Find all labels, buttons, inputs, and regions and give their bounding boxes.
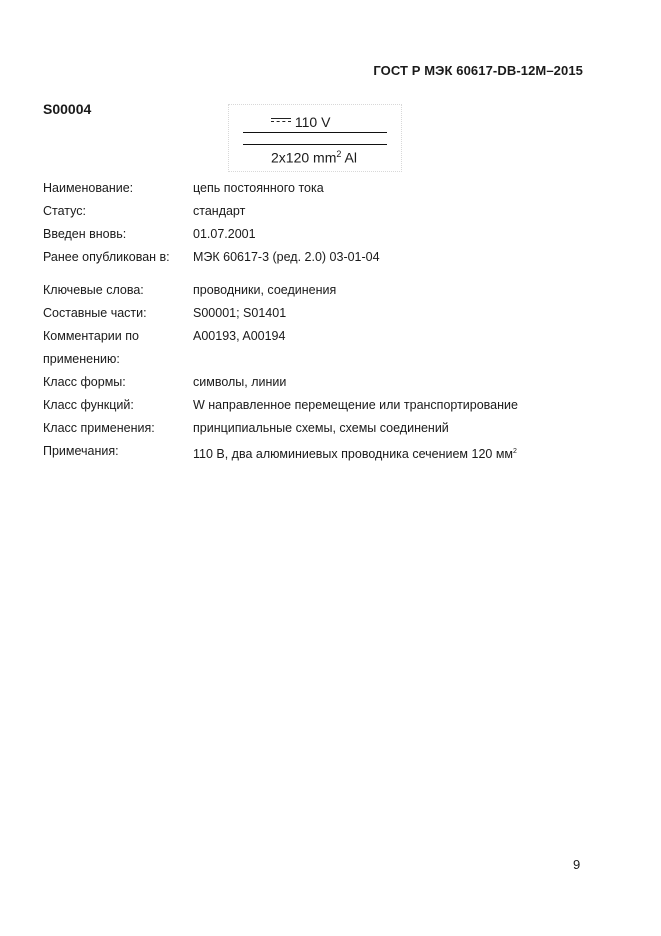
symbol-conductor-material: Al <box>341 149 357 166</box>
field-row <box>43 249 518 272</box>
symbol-voltage-label <box>271 114 330 130</box>
symbol-voltage-text: 110 V <box>294 114 331 130</box>
field-value <box>193 443 517 466</box>
field-label: Наименование: <box>43 181 134 195</box>
field-label: Ранее опубликован в: <box>43 250 170 264</box>
field-label: Класс применения: <box>43 421 155 435</box>
field-value-sup: 2 <box>513 448 517 455</box>
field-row <box>43 282 518 305</box>
conductor-line-2 <box>243 144 387 145</box>
field-row <box>43 351 518 374</box>
field-value: W направленное перемещение или транспортирование <box>193 398 518 412</box>
field-label: Класс формы: <box>43 375 126 389</box>
field-label: Комментарии по <box>43 329 139 343</box>
field-label: применению: <box>43 352 120 366</box>
field-value-text: 110 В, два алюминиевых проводника сечением 120 мм <box>193 447 514 462</box>
field-label: Составные части: <box>43 306 147 320</box>
field-value: символы, линии <box>193 375 287 389</box>
page-number: 9 <box>573 857 581 872</box>
field-row <box>43 180 518 203</box>
field-value: 01.07.2001 <box>193 227 256 241</box>
field-row <box>43 328 518 351</box>
symbol-conductor-text: 2x120 mm <box>271 149 337 166</box>
field-row <box>43 397 518 420</box>
field-value: проводники, соединения <box>193 283 337 297</box>
field-label: Ключевые слова: <box>43 283 144 297</box>
entry-fields <box>43 180 518 466</box>
field-value: S00001; S01401 <box>193 306 287 320</box>
field-value: принципиальные схемы, схемы соединений <box>193 421 449 435</box>
document-standard-header: ГОСТ Р МЭК 60617-DB-12M–2015 <box>373 63 583 78</box>
conductor-line-1 <box>243 132 387 133</box>
field-row <box>43 305 518 328</box>
field-row <box>43 420 518 443</box>
field-value: стандарт <box>193 204 246 218</box>
field-row <box>43 226 518 249</box>
field-row <box>43 443 518 466</box>
symbol-conductor-sup: 2 <box>336 149 342 159</box>
field-label: Введен вновь: <box>43 227 127 241</box>
field-value: A00193, A00194 <box>193 329 286 343</box>
field-value: цепь постоянного тока <box>193 181 324 195</box>
field-row <box>43 203 518 226</box>
direct-current-icon <box>271 118 291 124</box>
symbol-conductor-label <box>271 149 357 166</box>
field-label: Класс функций: <box>43 398 134 412</box>
field-label: Примечания: <box>43 444 119 458</box>
dc-circuit-symbol <box>228 104 402 172</box>
field-label: Статус: <box>43 204 86 218</box>
field-value: МЭК 60617-3 (ред. 2.0) 03-01-04 <box>193 250 380 264</box>
field-row <box>43 374 518 397</box>
entry-code: S00004 <box>43 101 92 117</box>
